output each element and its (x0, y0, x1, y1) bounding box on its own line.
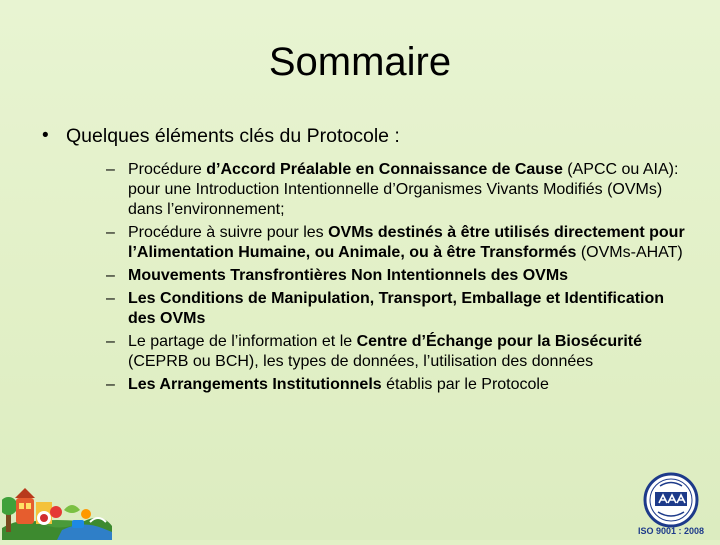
item-bold-text: Les Conditions de Manipulation, Transport, Emballage et Identification des OVMs (128, 290, 665, 327)
aaa-iso-seal-logo (622, 470, 720, 540)
item-text: Le partage de l’information et le (128, 333, 357, 350)
biosafety-landscape-icon (2, 470, 112, 540)
item-text: (OVMs-AHAT) (576, 244, 683, 261)
item-text: Procédure (128, 161, 207, 178)
item-bold-text: OVMs destinés à être utilisés directement pour l’Alimentation Humaine, ou Animale, ou à être Transformés (128, 224, 685, 261)
key-elements-list (40, 160, 690, 395)
seal-icon (622, 470, 720, 530)
list-item (106, 223, 690, 263)
item-bold-text: Mouvements Transfrontières Non Intentionnels des OVMs (128, 267, 569, 284)
bullet-icon: • (42, 125, 49, 146)
slide-body (40, 124, 690, 398)
intro-text: Quelques éléments clés du Protocole : (66, 125, 400, 147)
dash-icon: – (106, 267, 115, 284)
dash-icon: – (106, 161, 115, 178)
item-text: (APCC ou AIA): pour une Introduction Intentionnelle d’Organismes Vivants Modifiés (OVMs) dans l’environnement; (128, 161, 679, 218)
intro-bullet (40, 124, 690, 148)
list-item (106, 332, 690, 372)
item-text: (CEPRB ou BCH), les types de données, l’utilisation des données (128, 353, 594, 370)
dash-icon: – (106, 290, 115, 307)
item-bold-text: Les Arrangements Institutionnels (128, 376, 382, 393)
dash-icon: – (106, 224, 115, 241)
item-text: établis par le Protocole (381, 376, 549, 393)
item-bold-text: Centre d’Échange pour la Biosécurité (356, 333, 642, 350)
item-text: Procédure à suivre pour les (128, 224, 329, 241)
iso-label: ISO 9001 : 2008 (637, 526, 705, 536)
dash-icon: – (106, 376, 115, 393)
item-bold-text: d’Accord Préalable en Connaissance de Cause (206, 161, 563, 178)
list-item (106, 266, 690, 286)
list-item (106, 160, 690, 220)
biosafety-landscape-logo (2, 470, 112, 540)
list-item (106, 375, 690, 395)
slide-title: Sommaire (268, 40, 452, 84)
dash-icon: – (106, 333, 115, 350)
list-item (106, 289, 690, 329)
